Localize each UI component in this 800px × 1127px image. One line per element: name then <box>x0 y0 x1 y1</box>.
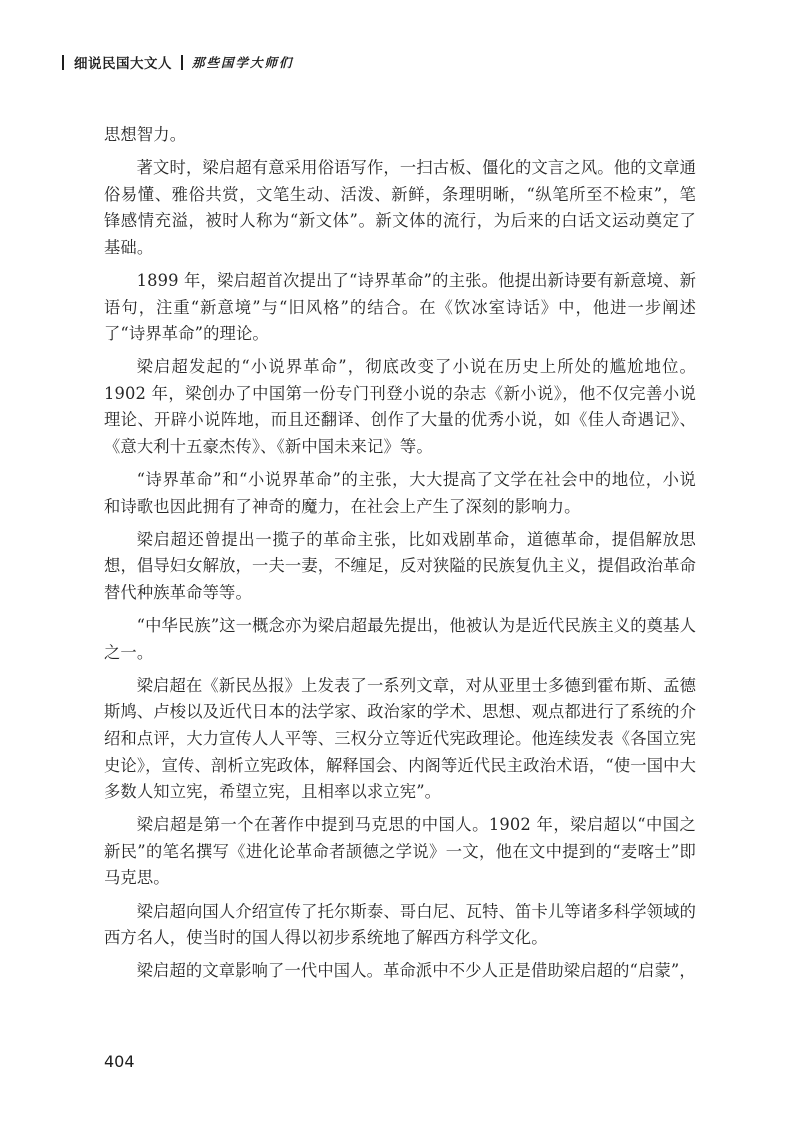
paragraph: 梁启超还曾提出一揽子的革命主张，比如戏剧革命，道德革命，提倡解放思想，倡导妇女解放，一夫一妻，不缠足，反对狭隘的民族复仇主义，提倡政治革命替代种族革命等等。 <box>104 529 696 602</box>
paragraph: 梁启超发起的“小说界革命”，彻底改变了小说在历史上所处的尴尬地位。1902 年，梁创办了中国第一份专门刊登小说的杂志《新小说》，他不仅完善小说理论、开辟小说阵地，而且还翻译、创作了大量的优秀小说，如《佳人奇遇记》、《意大利十五豪杰传》、《新中国未来记》等。 <box>104 357 696 457</box>
paragraph: “中华民族”这一概念亦为梁启超最先提出，他被认为是近代民族主义的奠基人之一。 <box>104 616 696 662</box>
paragraph: 梁启超的文章影响了一代中国人。革命派中不少人正是借助梁启超的“启蒙”， <box>136 961 696 981</box>
header-divider <box>181 55 183 70</box>
book-title: 细说民国大文人 <box>74 56 172 72</box>
paragraph: 著文时，梁启超有意采用俗语写作，一扫古板、僵化的文言之风。他的文章通俗易懂、雅俗共赏，文笔生动、活泼、新鲜，条理明晰，“纵笔所至不检束”，笔锋感情充溢，被时人称为“新文体”。新文体的流行，为后来的白话文运动奠定了基础。 <box>104 158 696 257</box>
paragraph: 梁启超是第一个在著作中提到马克思的中国人。1902 年，梁启超以“中国之新民”的笔名撰写《进化论革命者颉德之学说》一文，他在文中提到的“麦喀士”即马克思。 <box>104 815 696 888</box>
header-divider <box>62 55 64 70</box>
book-subtitle: 那些国学大师们 <box>192 55 294 70</box>
running-header <box>62 50 294 74</box>
page-number: 404 <box>104 1052 135 1071</box>
paragraph: 1899 年，梁启超首次提出了“诗界革命”的主张。他提出新诗要有新意境、新语句，注重“新意境”与“旧风格”的结合。在《饮冰室诗话》中，他进一步阐述了“诗界革命”的理论。 <box>104 270 696 344</box>
paragraph: 梁启超在《新民丛报》上发表了一系列文章，对从亚里士多德到霍布斯、孟德斯鸠、卢梭以及近代日本的法学家、政治家的学术、思想、观点都进行了系统的介绍和点评，大力宣传人人平等、三权分立等近代宪政理论。他连续发表《各国立宪史论》，宣传、剖析立宪政体，解释国会、内阁等近代民主政治术语，“使一国中大多数人知立宪，希望立宪，且相率以求立宪”。 <box>104 675 696 802</box>
paragraph: “诗界革命”和“小说界革命”的主张，大大提高了文学在社会中的地位，小说和诗歌也因此拥有了神奇的魔力，在社会上产生了深刻的影响力。 <box>104 470 696 516</box>
paragraph: 梁启超向国人介绍宣传了托尔斯泰、哥白尼、瓦特、笛卡儿等诸多科学领域的西方名人，使当时的国人得以初步系统地了解西方科学文化。 <box>104 901 696 948</box>
body-text <box>104 122 696 991</box>
paragraph: 思想智力。 <box>104 125 187 144</box>
